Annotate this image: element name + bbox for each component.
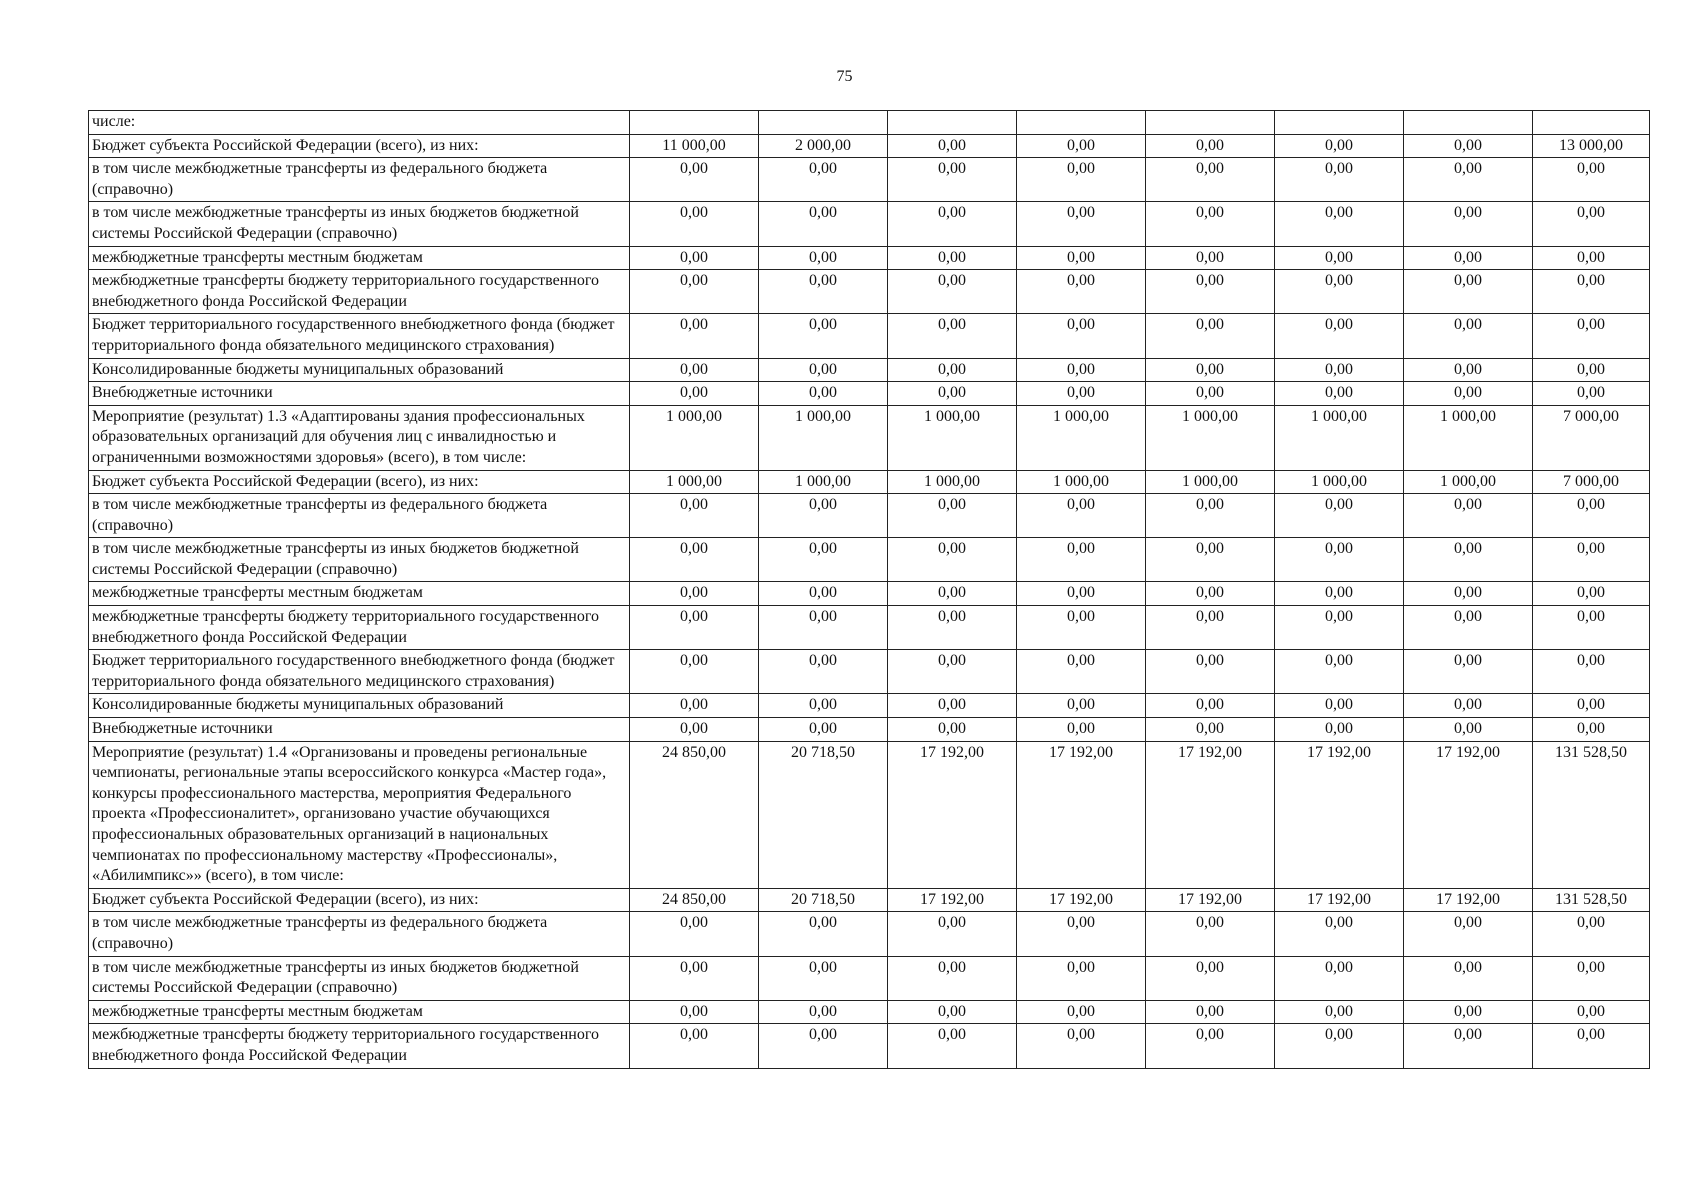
value-cell [1404,111,1533,135]
table-row [89,650,1650,694]
value-cell: 0,00 [1275,650,1404,694]
value-cell: 0,00 [1146,158,1275,202]
table-row [89,202,1650,246]
value-cell: 17 192,00 [1146,888,1275,912]
row-label: Мероприятие (результат) 1.4 «Организованы и проведены региональные чемпионаты, региональные этапы всероссийского конкурса «Мастер года», конкурсы профессионального мастерства, мероприятия Федерального проекта «Профессионалитет», организовано участие обучающихся профессиональных образовательных организаций в национальных чемпионатах по профессиональному мастерству «Профессионалы», «Абилимпикс»» (всего), в том числе: [89,741,630,888]
value-cell: 0,00 [1017,202,1146,246]
value-cell: 0,00 [630,582,759,606]
value-cell: 0,00 [630,494,759,538]
table-row [89,314,1650,358]
value-cell: 0,00 [759,718,888,742]
budget-table [88,110,1650,1069]
value-cell: 0,00 [1146,202,1275,246]
value-cell [1017,111,1146,135]
value-cell: 0,00 [1275,606,1404,650]
value-cell: 0,00 [1275,912,1404,956]
row-label: межбюджетные трансферты местным бюджетам [89,1000,630,1024]
value-cell: 0,00 [1533,382,1650,406]
value-cell: 0,00 [1404,358,1533,382]
value-cell: 0,00 [1404,650,1533,694]
value-cell: 0,00 [1533,1024,1650,1068]
value-cell: 0,00 [1017,694,1146,718]
value-cell: 0,00 [1533,314,1650,358]
value-cell: 0,00 [630,606,759,650]
value-cell: 0,00 [1146,1024,1275,1068]
value-cell: 0,00 [888,606,1017,650]
value-cell: 0,00 [1146,912,1275,956]
value-cell: 17 192,00 [1017,741,1146,888]
value-cell: 1 000,00 [1404,405,1533,470]
value-cell: 0,00 [1404,494,1533,538]
value-cell: 1 000,00 [1146,405,1275,470]
row-label: Бюджет субъекта Российской Федерации (всего), из них: [89,470,630,494]
value-cell: 1 000,00 [888,405,1017,470]
value-cell: 131 528,50 [1533,888,1650,912]
value-cell: 0,00 [888,694,1017,718]
value-cell [888,111,1017,135]
value-cell: 0,00 [888,1000,1017,1024]
value-cell: 0,00 [630,270,759,314]
table-row [89,912,1650,956]
value-cell: 0,00 [1533,718,1650,742]
row-label: Консолидированные бюджеты муниципальных образований [89,358,630,382]
value-cell: 0,00 [1404,718,1533,742]
value-cell: 0,00 [1146,134,1275,158]
value-cell: 0,00 [630,718,759,742]
value-cell: 17 192,00 [888,888,1017,912]
value-cell: 0,00 [1404,1024,1533,1068]
value-cell: 0,00 [1404,314,1533,358]
value-cell: 0,00 [1017,134,1146,158]
value-cell: 0,00 [759,270,888,314]
table-row [89,382,1650,406]
value-cell: 0,00 [759,912,888,956]
value-cell: 0,00 [1146,314,1275,358]
value-cell: 0,00 [1275,246,1404,270]
table-row [89,470,1650,494]
value-cell: 0,00 [1146,538,1275,582]
value-cell: 0,00 [1275,494,1404,538]
row-label: в том числе межбюджетные трансферты из иных бюджетов бюджетной системы Российской Федерации (справочно) [89,202,630,246]
value-cell: 0,00 [759,246,888,270]
value-cell: 24 850,00 [630,888,759,912]
value-cell: 0,00 [1146,382,1275,406]
value-cell: 0,00 [1017,158,1146,202]
value-cell: 0,00 [1404,582,1533,606]
value-cell: 0,00 [888,134,1017,158]
row-label: в том числе межбюджетные трансферты из иных бюджетов бюджетной системы Российской Федерации (справочно) [89,956,630,1000]
value-cell: 0,00 [1275,358,1404,382]
value-cell: 0,00 [888,358,1017,382]
value-cell: 1 000,00 [1275,470,1404,494]
value-cell: 0,00 [1404,134,1533,158]
row-label: Мероприятие (результат) 1.3 «Адаптированы здания профессиональных образовательных организаций для обучения лиц с инвалидностью и ограниченными возможностями здоровья» (всего), в том числе: [89,405,630,470]
value-cell: 0,00 [888,956,1017,1000]
value-cell: 0,00 [759,158,888,202]
value-cell: 0,00 [1275,270,1404,314]
value-cell: 0,00 [1017,494,1146,538]
row-label: Внебюджетные источники [89,382,630,406]
value-cell: 0,00 [1404,202,1533,246]
value-cell: 1 000,00 [1404,470,1533,494]
value-cell: 0,00 [759,358,888,382]
value-cell: 0,00 [759,538,888,582]
value-cell: 0,00 [1275,1000,1404,1024]
value-cell: 0,00 [1146,494,1275,538]
value-cell: 0,00 [888,382,1017,406]
value-cell: 0,00 [759,694,888,718]
value-cell: 0,00 [888,912,1017,956]
value-cell: 0,00 [759,202,888,246]
value-cell: 0,00 [1533,158,1650,202]
value-cell: 0,00 [1533,582,1650,606]
value-cell: 0,00 [1533,912,1650,956]
value-cell: 17 192,00 [1404,741,1533,888]
value-cell: 11 000,00 [630,134,759,158]
value-cell: 0,00 [1533,246,1650,270]
row-label: Бюджет территориального государственного внебюджетного фонда (бюджет территориального фонда обязательного медицинского страхования) [89,650,630,694]
value-cell: 0,00 [1275,382,1404,406]
value-cell: 0,00 [1533,270,1650,314]
value-cell: 0,00 [888,582,1017,606]
table-row [89,718,1650,742]
table-row [89,1024,1650,1068]
value-cell: 0,00 [1404,694,1533,718]
table-row [89,956,1650,1000]
value-cell: 1 000,00 [630,470,759,494]
value-cell: 1 000,00 [1275,405,1404,470]
value-cell: 0,00 [1017,270,1146,314]
value-cell: 0,00 [888,1024,1017,1068]
value-cell [1533,111,1650,135]
value-cell: 1 000,00 [759,405,888,470]
value-cell: 0,00 [630,956,759,1000]
table-row [89,741,1650,888]
value-cell: 0,00 [759,956,888,1000]
row-label: межбюджетные трансферты местным бюджетам [89,246,630,270]
value-cell: 0,00 [1017,912,1146,956]
value-cell: 0,00 [1275,538,1404,582]
value-cell: 0,00 [1533,606,1650,650]
value-cell: 0,00 [1017,606,1146,650]
value-cell: 0,00 [888,270,1017,314]
value-cell: 0,00 [759,314,888,358]
value-cell: 0,00 [630,1000,759,1024]
value-cell: 24 850,00 [630,741,759,888]
table-row [89,494,1650,538]
value-cell: 0,00 [1017,382,1146,406]
table-row [89,246,1650,270]
value-cell: 0,00 [888,314,1017,358]
page-number: 75 [836,68,853,85]
row-label: в том числе межбюджетные трансферты из федерального бюджета (справочно) [89,912,630,956]
value-cell: 0,00 [630,246,759,270]
table-row [89,888,1650,912]
value-cell: 0,00 [630,314,759,358]
table-row [89,694,1650,718]
value-cell: 1 000,00 [630,405,759,470]
value-cell: 0,00 [759,582,888,606]
value-cell: 17 192,00 [1275,741,1404,888]
value-cell [1146,111,1275,135]
value-cell: 0,00 [1146,718,1275,742]
value-cell: 0,00 [1533,650,1650,694]
value-cell: 0,00 [1404,538,1533,582]
value-cell: 17 192,00 [1404,888,1533,912]
value-cell: 0,00 [1404,246,1533,270]
value-cell: 0,00 [1017,538,1146,582]
table-row [89,1000,1650,1024]
value-cell: 0,00 [1275,158,1404,202]
value-cell: 0,00 [1533,956,1650,1000]
value-cell: 0,00 [1275,202,1404,246]
value-cell: 0,00 [759,606,888,650]
value-cell: 0,00 [1275,1024,1404,1068]
value-cell: 0,00 [888,494,1017,538]
value-cell: 0,00 [1146,1000,1275,1024]
value-cell: 17 192,00 [1146,741,1275,888]
table-row [89,158,1650,202]
value-cell: 13 000,00 [1533,134,1650,158]
value-cell: 0,00 [630,158,759,202]
value-cell: 0,00 [630,694,759,718]
value-cell: 0,00 [888,202,1017,246]
row-label: межбюджетные трансферты бюджету территориального государственного внебюджетного фонда Российской Федерации [89,606,630,650]
value-cell [759,111,888,135]
value-cell [630,111,759,135]
value-cell: 0,00 [1017,650,1146,694]
value-cell: 0,00 [1275,956,1404,1000]
value-cell: 0,00 [1404,270,1533,314]
value-cell: 0,00 [1533,358,1650,382]
value-cell: 1 000,00 [888,470,1017,494]
value-cell: 0,00 [888,538,1017,582]
value-cell: 0,00 [759,382,888,406]
value-cell: 0,00 [1146,582,1275,606]
value-cell: 0,00 [630,1024,759,1068]
row-label: в том числе межбюджетные трансферты из иных бюджетов бюджетной системы Российской Федерации (справочно) [89,538,630,582]
value-cell: 0,00 [1146,246,1275,270]
value-cell: 0,00 [1017,314,1146,358]
value-cell: 7 000,00 [1533,470,1650,494]
value-cell [1275,111,1404,135]
value-cell: 0,00 [1404,158,1533,202]
value-cell: 0,00 [1404,956,1533,1000]
value-cell: 7 000,00 [1533,405,1650,470]
value-cell: 0,00 [1146,650,1275,694]
row-label: числе: [89,111,630,135]
value-cell: 0,00 [1146,694,1275,718]
value-cell: 0,00 [1404,1000,1533,1024]
value-cell: 0,00 [888,246,1017,270]
value-cell: 0,00 [759,650,888,694]
value-cell: 0,00 [1275,718,1404,742]
row-label: Бюджет субъекта Российской Федерации (всего), из них: [89,134,630,158]
value-cell: 0,00 [630,358,759,382]
value-cell: 131 528,50 [1533,741,1650,888]
value-cell: 0,00 [1275,314,1404,358]
value-cell: 0,00 [1146,270,1275,314]
row-label: межбюджетные трансферты бюджету территориального государственного внебюджетного фонда Российской Федерации [89,1024,630,1068]
value-cell: 0,00 [1146,358,1275,382]
value-cell: 0,00 [1017,582,1146,606]
value-cell: 0,00 [1404,382,1533,406]
table-row [89,358,1650,382]
value-cell: 0,00 [630,912,759,956]
table-row [89,582,1650,606]
value-cell: 0,00 [888,650,1017,694]
row-label: Бюджет территориального государственного внебюджетного фонда (бюджет территориального фонда обязательного медицинского страхования) [89,314,630,358]
budget-table-body [89,111,1650,1069]
value-cell: 0,00 [1533,202,1650,246]
value-cell: 0,00 [1017,718,1146,742]
value-cell: 20 718,50 [759,888,888,912]
value-cell: 0,00 [630,538,759,582]
value-cell: 0,00 [1017,1000,1146,1024]
table-row [89,538,1650,582]
value-cell: 0,00 [759,1024,888,1068]
row-label: межбюджетные трансферты бюджету территориального государственного внебюджетного фонда Российской Федерации [89,270,630,314]
value-cell: 0,00 [1017,1024,1146,1068]
value-cell: 0,00 [888,718,1017,742]
value-cell: 0,00 [888,158,1017,202]
row-label: Бюджет субъекта Российской Федерации (всего), из них: [89,888,630,912]
table-row [89,111,1650,135]
table-row [89,270,1650,314]
value-cell: 0,00 [1017,956,1146,1000]
value-cell: 0,00 [1533,494,1650,538]
value-cell: 0,00 [630,202,759,246]
value-cell: 0,00 [1275,694,1404,718]
table-row [89,405,1650,470]
value-cell: 0,00 [759,494,888,538]
row-label: межбюджетные трансферты местным бюджетам [89,582,630,606]
value-cell: 17 192,00 [1275,888,1404,912]
value-cell: 0,00 [1146,606,1275,650]
value-cell: 0,00 [1146,956,1275,1000]
row-label: в том числе межбюджетные трансферты из федерального бюджета (справочно) [89,158,630,202]
value-cell: 0,00 [1533,1000,1650,1024]
value-cell: 0,00 [1404,912,1533,956]
value-cell: 1 000,00 [759,470,888,494]
row-label: в том числе межбюджетные трансферты из федерального бюджета (справочно) [89,494,630,538]
value-cell: 0,00 [1017,246,1146,270]
value-cell: 0,00 [759,1000,888,1024]
value-cell: 1 000,00 [1017,470,1146,494]
value-cell: 0,00 [630,650,759,694]
value-cell: 0,00 [1533,538,1650,582]
value-cell: 2 000,00 [759,134,888,158]
value-cell: 17 192,00 [1017,888,1146,912]
row-label: Консолидированные бюджеты муниципальных образований [89,694,630,718]
value-cell: 0,00 [1275,134,1404,158]
value-cell: 1 000,00 [1017,405,1146,470]
value-cell: 0,00 [1533,694,1650,718]
value-cell: 17 192,00 [888,741,1017,888]
table-row [89,134,1650,158]
value-cell: 0,00 [1275,582,1404,606]
value-cell: 20 718,50 [759,741,888,888]
value-cell: 0,00 [1017,358,1146,382]
value-cell: 0,00 [1404,606,1533,650]
value-cell: 1 000,00 [1146,470,1275,494]
row-label: Внебюджетные источники [89,718,630,742]
table-row [89,606,1650,650]
value-cell: 0,00 [630,382,759,406]
